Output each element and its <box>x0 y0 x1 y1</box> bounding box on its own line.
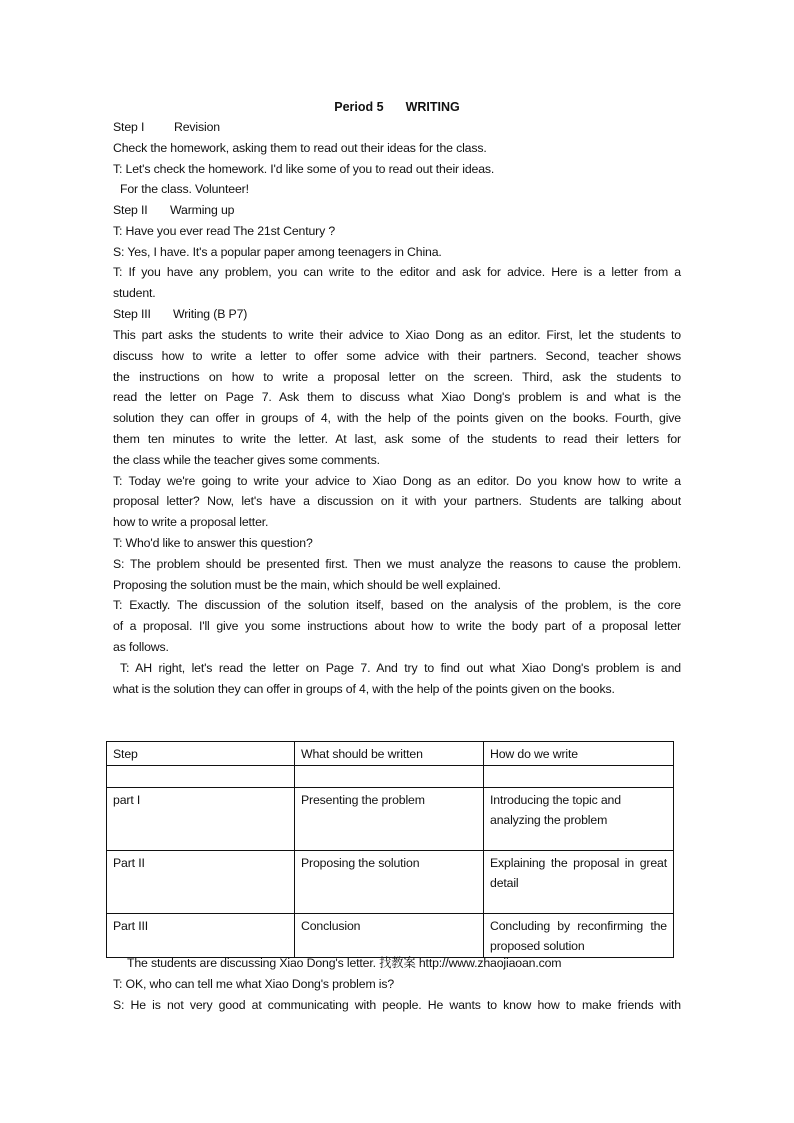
paragraph-line: as follows. <box>113 640 169 654</box>
table-header-row <box>107 742 674 766</box>
paragraph-line: how to write a proposal letter. <box>113 515 269 529</box>
paragraph: S: He is not very good at communicating with people. He wants to know how to make friends with <box>113 998 681 1012</box>
paragraph: The students are discussing Xiao Dong's letter. 找教案 http://www.zhaojiaoan.com <box>127 956 562 970</box>
table-cell: Proposing the solution <box>295 850 484 913</box>
paragraph: Check the homework, asking them to read out their ideas for the class. <box>113 141 487 155</box>
proposal-steps-table <box>106 741 674 958</box>
paragraph-line: of a proposal. I'll give you some instructions about how to write the body part of a proposal letter <box>113 619 681 633</box>
step-heading-3: Step III Writing (B P7) <box>113 307 248 321</box>
paragraph-line: them ten minutes to write the letter. At last, ask some of the students to read their letters for <box>113 432 681 446</box>
paragraph-line: T: Today we're going to write your advice to Xiao Dong as an editor. Do you know how to write a <box>113 474 681 488</box>
paragraph: T: OK, who can tell me what Xiao Dong's problem is? <box>113 977 395 991</box>
step-heading-1: Step I Revision <box>113 120 220 134</box>
paragraph-line: read the letter on Page 7. Ask them to discuss what Xiao Dong's problem is and what is the <box>113 390 681 404</box>
table-cell: Presenting the problem <box>295 787 484 850</box>
paragraph-line: the instructions on how to write a proposal letter on the screen. Third, ask the students to <box>113 370 681 384</box>
page-title <box>113 97 681 117</box>
paragraph-line: the class while the teacher gives some comments. <box>113 453 380 467</box>
table-cell: Introducing the topic and analyzing the problem <box>484 787 674 850</box>
paragraph: T: Let's check the homework. I'd like some of you to read out their ideas. <box>113 162 495 176</box>
paragraph-line: T: Exactly. The discussion of the solution itself, based on the analysis of the problem, is the core <box>113 598 681 612</box>
step-heading-2: Step II Warming up <box>113 203 235 217</box>
paragraph-line: This part asks the students to write their advice to Xiao Dong as an editor. First, let the students to <box>113 328 681 342</box>
table-cell: Part II <box>107 850 295 913</box>
paragraph-line: solution they can offer in groups of 4, with the help of the points given on the books. Fourth, give <box>113 411 681 425</box>
paragraph: For the class. Volunteer! <box>120 182 249 196</box>
table-cell: Explaining the proposal in great detail <box>484 850 674 913</box>
table-cell: Conclusion <box>295 913 484 957</box>
table-cell <box>295 765 484 787</box>
table-header-cell: Step <box>107 742 295 766</box>
table-header-cell: How do we write <box>484 742 674 766</box>
table-row <box>107 787 674 850</box>
table-cell: part I <box>107 787 295 850</box>
paragraph-line: Proposing the solution must be the main, which should be well explained. <box>113 578 501 592</box>
table-cell <box>484 765 674 787</box>
paragraph-line: proposal letter? Now, let's have a discussion on it with your partners. Students are talking about <box>113 494 681 508</box>
paragraph: student. <box>113 286 156 300</box>
paragraph: T: Who'd like to answer this question? <box>113 536 313 550</box>
paragraph-line: what is the solution they can offer in groups of 4, with the help of the points given on the books. <box>113 682 615 696</box>
table-row <box>107 913 674 957</box>
paragraph: T: If you have any problem, you can write to the editor and ask for advice. Here is a letter from a <box>113 265 681 279</box>
paragraph: S: Yes, I have. It's a popular paper among teenagers in China. <box>113 245 442 259</box>
table-cell <box>107 765 295 787</box>
paragraph-line: T: AH right, let's read the letter on Page 7. And try to find out what Xiao Dong's problem is and <box>120 661 681 675</box>
title-writing: WRITING <box>405 100 460 114</box>
table-header-cell: What should be written <box>295 742 484 766</box>
table-cell: Part III <box>107 913 295 957</box>
paragraph-line: S: The problem should be presented first. Then we must analyze the reasons to cause the problem. <box>113 557 681 571</box>
paragraph: T: Have you ever read The 21st Century ? <box>113 224 336 238</box>
table-row <box>107 850 674 913</box>
table-cell: Concluding by reconfirming the proposed solution <box>484 913 674 957</box>
paragraph-line: discuss how to write a letter to offer some advice with their partners. Second, teacher shows <box>113 349 681 363</box>
table-row <box>107 765 674 787</box>
title-period: Period 5 <box>334 100 384 114</box>
